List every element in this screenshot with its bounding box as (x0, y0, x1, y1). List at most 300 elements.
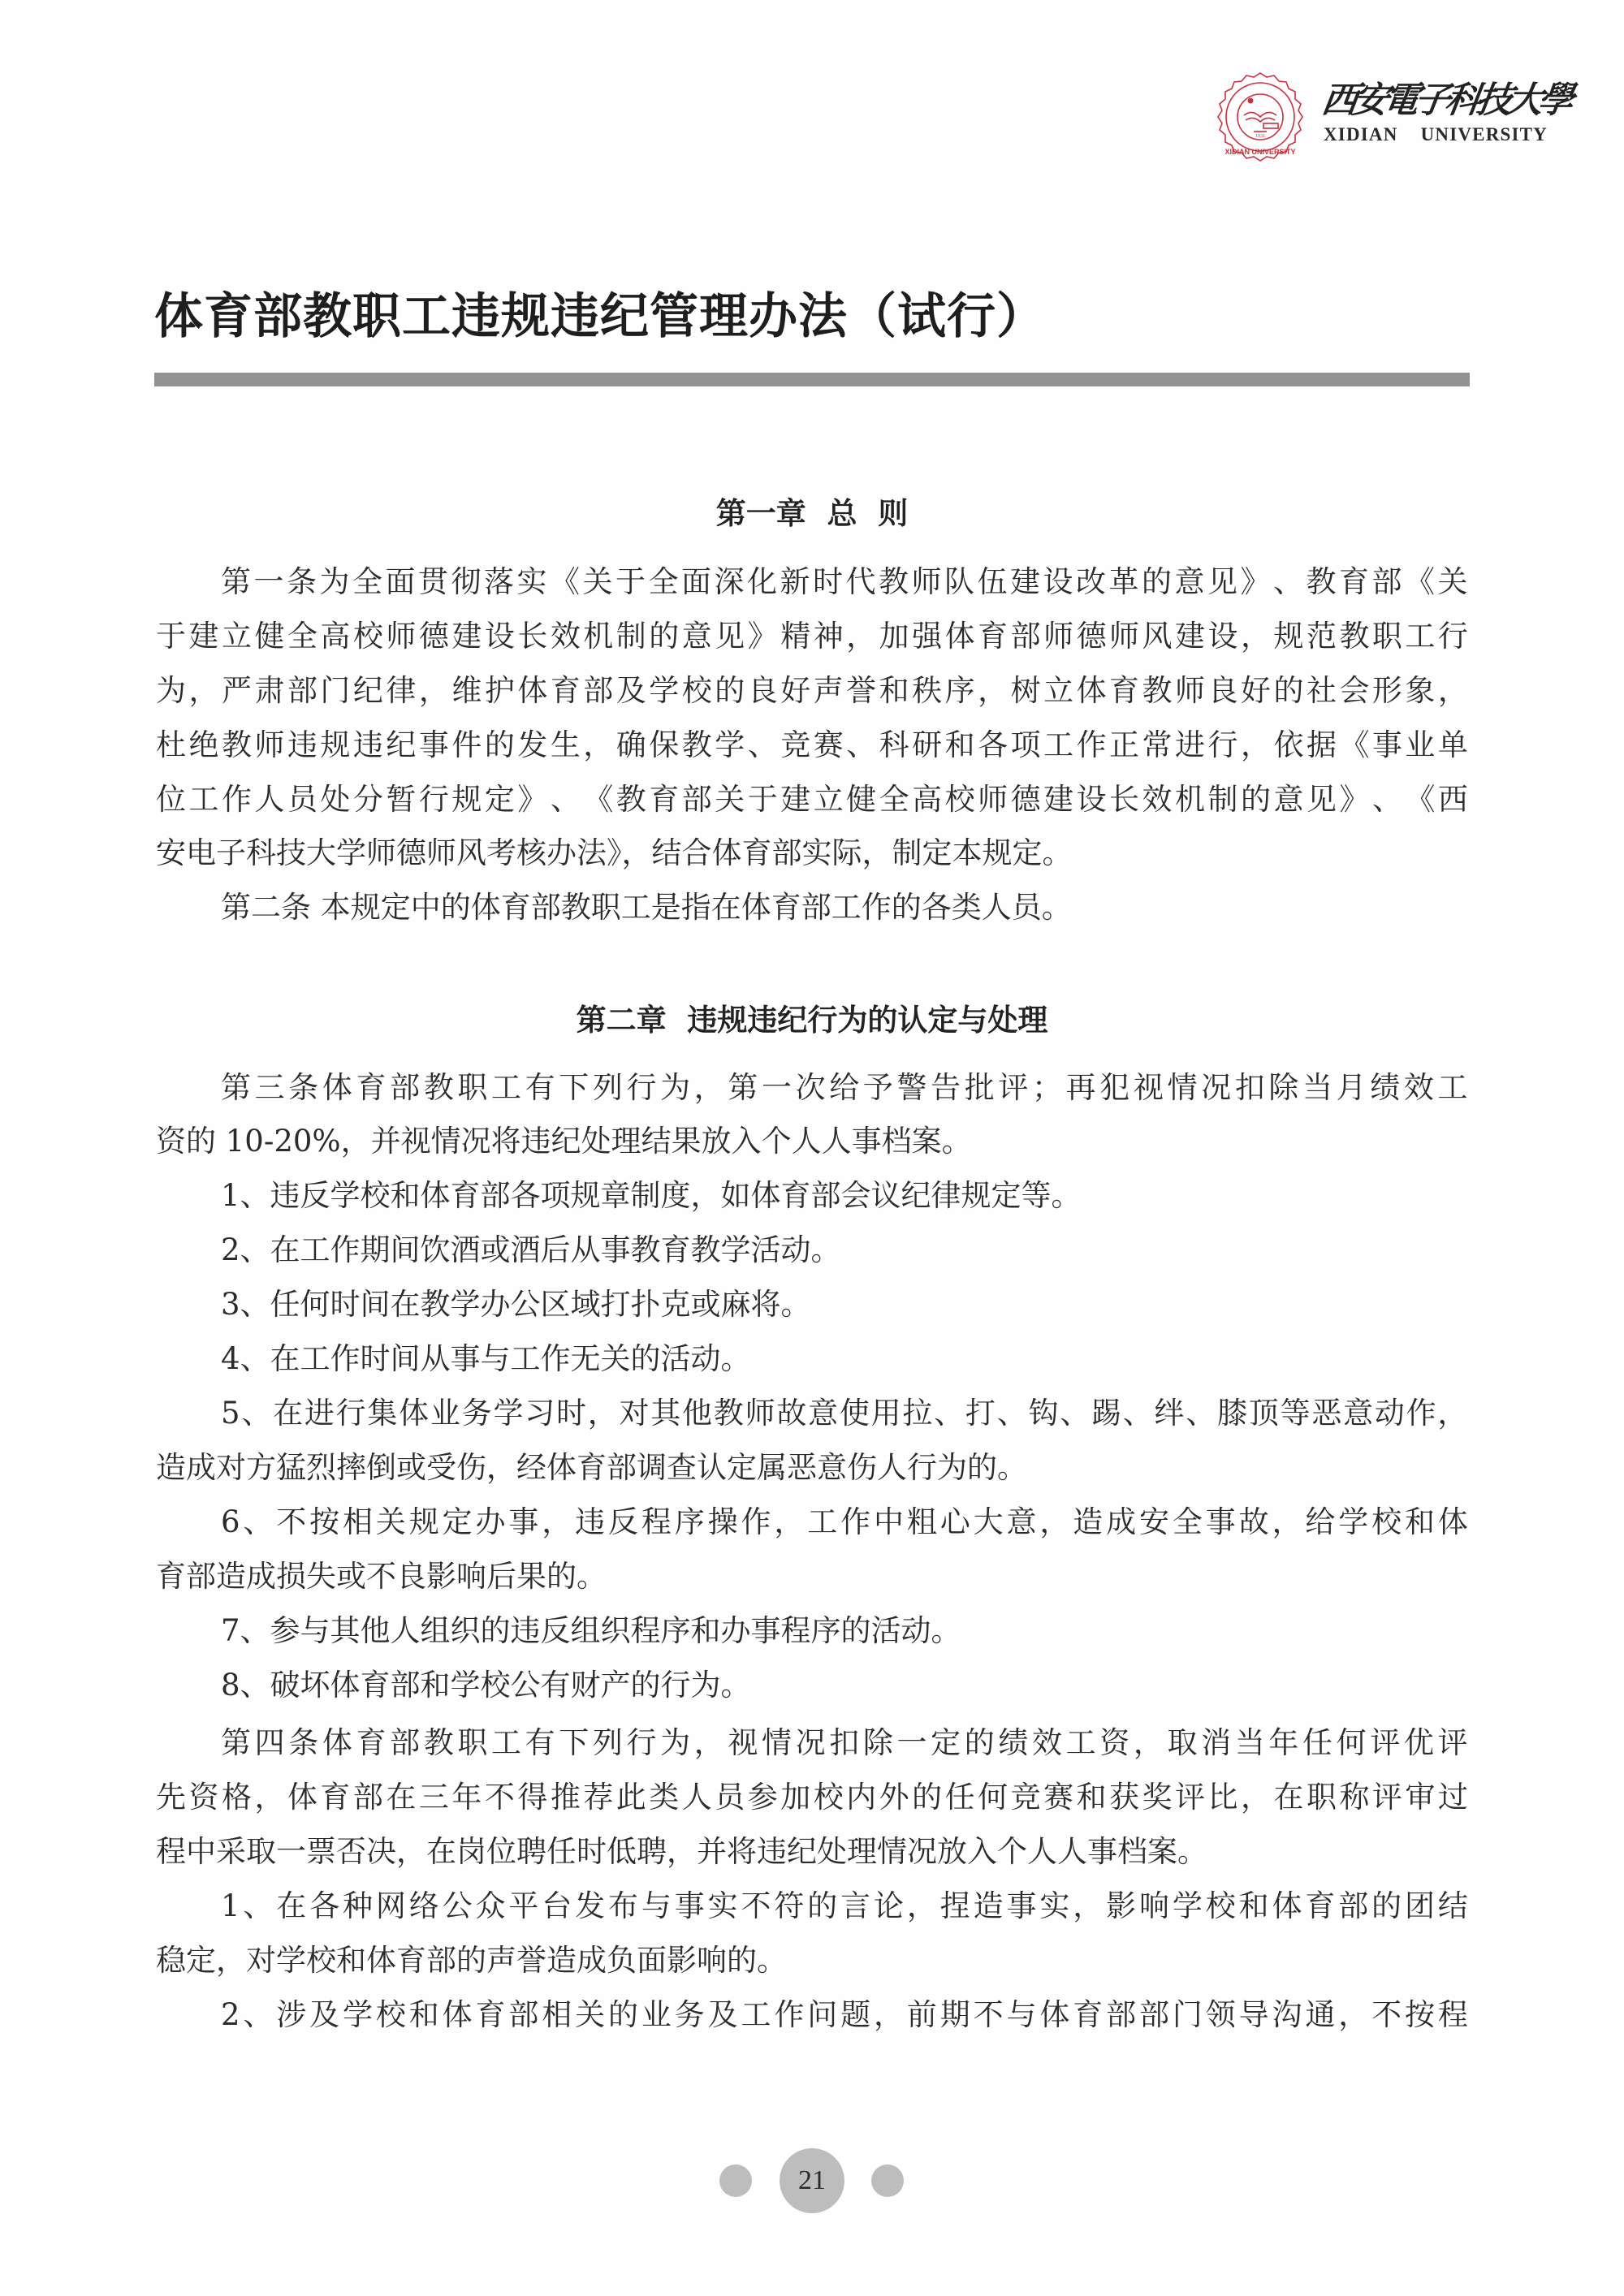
glyph: 行 (626, 1070, 657, 1105)
list-item: 1、违反学校和体育部各项规章制度，如体育部会议纪律规定等。 (221, 1178, 1082, 1213)
glyph: 作 (840, 1504, 871, 1539)
glyph: 情 (1167, 1070, 1198, 1105)
glyph: 在 (276, 1888, 307, 1923)
glyph: 部 (390, 1725, 421, 1760)
paragraph-line (156, 779, 1468, 820)
glyph: 序 (674, 1504, 705, 1539)
glyph: 代 (845, 564, 876, 599)
glyph: 评 (1371, 1780, 1402, 1815)
glyph: 言 (840, 1888, 871, 1923)
list-item: 7、参与其他人组织的违反组织程序和办事程序的活动。 (221, 1613, 961, 1648)
glyph: 制 (1207, 782, 1238, 817)
glyph: 顶 (1248, 1396, 1279, 1431)
glyph: ， (774, 1504, 805, 1539)
glyph: 机 (1175, 782, 1206, 817)
glyph: 人 (254, 782, 285, 817)
glyph: 西 (1437, 782, 1468, 817)
glyph: 审 (1405, 1780, 1436, 1815)
glyph: 处 (320, 782, 351, 817)
glyph: 操 (707, 1504, 738, 1539)
glyph: 评 (1437, 1725, 1468, 1760)
glyph: 响 (1139, 1888, 1170, 1923)
glyph: 和 (1076, 1780, 1107, 1815)
glyph: 业 (641, 1997, 672, 2032)
glyph: 师 (1043, 619, 1074, 654)
glyph: 类 (649, 1780, 680, 1815)
glyph: 动 (1374, 1396, 1405, 1431)
list-item (221, 1502, 1468, 1543)
glyph: ， (418, 673, 449, 708)
glyph: 问 (807, 1997, 838, 2032)
glyph: 高 (912, 782, 943, 817)
glyph: 第 (221, 564, 251, 599)
glyph: 长 (1109, 782, 1140, 817)
glyph: 时 (813, 564, 843, 599)
glyph: 导 (1238, 1997, 1269, 2032)
glyph: 不 (1371, 1997, 1402, 2032)
glyph: 各 (309, 1888, 340, 1923)
glyph: 的 (484, 727, 515, 762)
glyph: 作 (774, 1997, 805, 2032)
glyph: 员 (715, 1780, 745, 1815)
glyph: 形 (1371, 673, 1402, 708)
paragraph-line (156, 1777, 1468, 1818)
glyph: 况 (1201, 1070, 1232, 1105)
glyph: 定 (442, 1504, 473, 1539)
glyph: 育 (320, 1780, 351, 1815)
glyph: 新 (780, 564, 810, 599)
glyph: 何 (978, 1780, 1009, 1815)
glyph: 绩 (998, 1725, 1029, 1760)
glyph: 规 (451, 782, 482, 817)
glyph: 的 (1240, 782, 1271, 817)
glyph: 学 (649, 673, 680, 708)
glyph: 络 (408, 1888, 439, 1923)
glyph: 分 (352, 782, 383, 817)
paragraph-line: 程中采取一票否决，在岗位聘任时低聘，并将违纪处理情况放入个人人事档案。 (156, 1834, 1207, 1869)
list-item: 8、破坏体育部和学校公有财产的行为。 (221, 1668, 751, 1703)
glyph: 故 (776, 1396, 807, 1431)
glyph: 教 (1142, 673, 1173, 708)
glyph: 育 (356, 1725, 387, 1760)
glyph: 职 (1306, 1780, 1337, 1815)
glyph: 员 (287, 782, 317, 817)
glyph: 种 (343, 1888, 374, 1923)
seal-year-text: 1931 (1255, 134, 1265, 139)
glyph: 大 (973, 1504, 1004, 1539)
glyph: 评 (1175, 1780, 1206, 1815)
glyph: ， (693, 1070, 724, 1105)
glyph: 称 (1339, 1780, 1370, 1815)
glyph: 他 (682, 1396, 713, 1431)
glyph: 等 (1280, 1396, 1311, 1431)
glyph: 部 (352, 1780, 383, 1815)
glyph: 前 (906, 1997, 937, 2032)
university-name-english: XIDIAN UNIVERSITY (1324, 124, 1548, 145)
glyph: 全 (879, 782, 909, 817)
document-title: 体育部教职工违规违纪管理办法（试行） (154, 288, 1046, 345)
glyph: 格 (221, 1780, 252, 1815)
glyph: 务 (674, 1997, 705, 2032)
glyph: 打 (965, 1396, 996, 1431)
paragraph-line (156, 616, 1468, 657)
glyph: 取 (1167, 1725, 1198, 1760)
glyph: 工 (491, 1725, 521, 1760)
glyph: ， (1240, 619, 1271, 654)
glyph: 律 (386, 673, 417, 708)
glyph: 加 (879, 619, 909, 654)
glyph: 效 (1142, 782, 1173, 817)
glyph: 常 (1142, 727, 1173, 762)
glyph: 教 (1306, 564, 1337, 599)
glyph: 扣 (829, 1725, 860, 1760)
glyph: 杜 (156, 727, 186, 762)
glyph: 学 (493, 1396, 524, 1431)
glyph: 犯 (1099, 1070, 1130, 1105)
glyph: 育 (1073, 1997, 1104, 2032)
glyph: 关 (582, 564, 613, 599)
glyph: 建 (1043, 782, 1074, 817)
list-item (221, 1393, 1468, 1434)
glyph: 、 (1371, 782, 1402, 817)
glyph: 教 (879, 564, 909, 599)
glyph: 当 (1302, 1070, 1332, 1105)
glyph: 教 (615, 782, 646, 817)
glyph: 师 (745, 1396, 775, 1431)
glyph: 的 (912, 1780, 943, 1815)
glyph: 膝 (1217, 1396, 1248, 1431)
glyph: 工 (741, 1997, 771, 2032)
glyph: 题 (840, 1997, 871, 2032)
glyph: 科 (879, 727, 909, 762)
glyph: 学 (343, 1997, 374, 2032)
glyph: 条 (288, 1070, 319, 1105)
glyph: 校 (1205, 1888, 1236, 1923)
glyph: 部 (287, 673, 317, 708)
glyph: 台 (542, 1888, 572, 1923)
paragraph-line: 造成对方猛烈摔倒或受伤，经体育部调查认定属恶意伤人行为的。 (156, 1450, 1027, 1485)
glyph: 给 (1305, 1504, 1336, 1539)
glyph: ， (1437, 673, 1468, 708)
glyph: ； (1032, 1070, 1062, 1105)
glyph: 与 (641, 1888, 672, 1923)
glyph: 部 (1371, 564, 1402, 599)
glyph: 先 (156, 1780, 186, 1815)
glyph: 实 (516, 564, 547, 599)
glyph: 师 (386, 619, 417, 654)
glyph: 造 (973, 1888, 1004, 1923)
glyph: 程 (1437, 1997, 1468, 2032)
glyph: 神 (813, 619, 844, 654)
glyph: 意 (1006, 1504, 1037, 1539)
glyph: 部 (1139, 1997, 1170, 2032)
glyph: 网 (375, 1888, 406, 1923)
glyph: 项 (1010, 727, 1041, 762)
glyph: 通 (1305, 1997, 1336, 2032)
glyph: 立 (1043, 673, 1074, 708)
glyph: 不 (973, 1997, 1004, 2032)
glyph: 建 (1175, 619, 1206, 654)
glyph: 意 (1174, 564, 1205, 599)
glyph: 研 (912, 727, 943, 762)
glyph: 德 (1076, 619, 1107, 654)
glyph: 的 (1371, 1888, 1402, 1923)
glyph: 师 (1109, 619, 1140, 654)
glyph: ， (906, 1888, 937, 1923)
glyph: 业 (430, 1396, 460, 1431)
glyph: ， (1437, 1396, 1468, 1431)
glyph: 三 (418, 1780, 449, 1815)
glyph: 工 (491, 1070, 521, 1105)
glyph: 《 (1405, 782, 1436, 817)
glyph: 发 (517, 727, 548, 762)
paragraph-line (221, 562, 1468, 602)
glyph: 精 (780, 619, 811, 654)
glyph: 校 (813, 1780, 844, 1815)
glyph: 下 (559, 1725, 590, 1760)
glyph: 《 (583, 782, 614, 817)
glyph: 良 (747, 673, 778, 708)
glyph: 和 (408, 1997, 439, 2032)
glyph: 各 (978, 727, 1009, 762)
glyph: 体 (1039, 1997, 1070, 2032)
glyph: 部 (681, 782, 712, 817)
glyph: 会 (1339, 673, 1370, 708)
glyph: 部 (1106, 1997, 1137, 2032)
glyph: 风 (1142, 619, 1173, 654)
glyph: 事 (418, 727, 449, 762)
glyph: 意 (1273, 782, 1304, 817)
glyph: ， (1240, 727, 1271, 762)
glyph: 彻 (451, 564, 482, 599)
glyph: 于 (156, 619, 186, 654)
glyph: 育 (475, 1997, 506, 2032)
glyph: 按 (309, 1504, 340, 1539)
glyph: ， (1240, 1780, 1271, 1815)
glyph: 深 (714, 564, 745, 599)
glyph: 工 (188, 782, 219, 817)
glyph: 相 (343, 1504, 374, 1539)
glyph: 教 (423, 1725, 454, 1760)
glyph: 、 (243, 1504, 274, 1539)
glyph: 师 (978, 782, 1009, 817)
glyph: 于 (747, 782, 778, 817)
glyph: 5 (221, 1396, 240, 1431)
glyph: 视 (1133, 1070, 1164, 1105)
glyph: 师 (1175, 673, 1206, 708)
glyph: 革 (1108, 564, 1139, 599)
glyph: 工 (1043, 727, 1074, 762)
glyph: 此 (615, 1780, 646, 1815)
glyph: 体 (944, 619, 975, 654)
glyph: 第 (221, 1725, 251, 1760)
glyph: 获 (1109, 1780, 1140, 1815)
glyph: 反 (608, 1504, 639, 1539)
glyph: 行 (1207, 727, 1238, 762)
glyph: 办 (475, 1504, 506, 1539)
glyph: 见 (1306, 782, 1337, 817)
glyph: 和 (879, 673, 909, 708)
glyph: 全 (352, 564, 382, 599)
glyph: 件 (451, 727, 482, 762)
glyph: 依 (1273, 727, 1304, 762)
glyph: 部 (1010, 619, 1041, 654)
glyph: 为 (156, 673, 186, 708)
glyph: 长 (517, 619, 548, 654)
glyph: 定 (484, 782, 515, 817)
glyph: 为 (660, 1070, 691, 1105)
glyph: 部 (583, 673, 614, 708)
glyph: 意 (808, 1396, 839, 1431)
glyph: 进 (304, 1396, 335, 1431)
glyph: 的 (1273, 673, 1304, 708)
glyph: 在 (1273, 1780, 1304, 1815)
glyph: 职 (457, 1725, 488, 1760)
glyph: 程 (641, 1504, 672, 1539)
glyph: 意 (1343, 1396, 1374, 1431)
list-item (221, 1995, 1468, 2035)
glyph: 成 (1106, 1504, 1137, 1539)
glyph: 再 (1065, 1070, 1096, 1105)
glyph: 体 (1437, 1504, 1468, 1539)
glyph: 校 (1371, 1504, 1402, 1539)
glyph: 好 (780, 673, 811, 708)
glyph: 、 (846, 727, 877, 762)
glyph: 事 (1371, 727, 1402, 762)
glyph: 外 (879, 1780, 909, 1815)
glyph: 拉 (902, 1396, 933, 1431)
glyph: 内 (846, 1780, 877, 1815)
glyph: 德 (418, 619, 449, 654)
glyph: 、 (1186, 1396, 1216, 1431)
glyph: 树 (1010, 673, 1041, 708)
glyph: 职 (457, 1070, 488, 1105)
glyph: 、 (1060, 1396, 1091, 1431)
glyph: 良 (1207, 673, 1238, 708)
glyph: 安 (1139, 1504, 1170, 1539)
list-item: 4、在工作时间从事与工作无关的活动。 (221, 1341, 751, 1376)
glyph: 竞 (1010, 1780, 1041, 1815)
glyph: 扣 (1234, 1070, 1265, 1105)
glyph: 教 (1339, 619, 1370, 654)
glyph: 消 (1201, 1725, 1232, 1760)
glyph: 设 (1207, 619, 1238, 654)
glyph: 行 (335, 1396, 366, 1431)
glyph: 业 (1405, 727, 1436, 762)
glyph: 造 (1073, 1504, 1104, 1539)
glyph: 校 (944, 782, 975, 817)
glyph: 好 (1240, 673, 1271, 708)
glyph: 师 (911, 564, 942, 599)
glyph: 德 (1010, 782, 1041, 817)
glyph: 誉 (846, 673, 877, 708)
glyph: 强 (912, 619, 943, 654)
glyph: 工 (1437, 1070, 1468, 1105)
glyph: 众 (475, 1888, 506, 1923)
glyph: 关 (1437, 564, 1468, 599)
glyph: 建 (451, 619, 482, 654)
glyph: 评 (1370, 1725, 1401, 1760)
glyph: 平 (508, 1888, 539, 1923)
glyph: 和 (944, 727, 975, 762)
glyph: 团 (1405, 1888, 1436, 1923)
glyph: 体 (399, 1396, 430, 1431)
glyph: 赛 (813, 727, 844, 762)
glyph: 资 (188, 1780, 219, 1815)
glyph: 人 (681, 1780, 712, 1815)
title-divider-bar (154, 373, 1470, 386)
glyph: 绝 (188, 727, 219, 762)
glyph: 任 (1302, 1725, 1332, 1760)
glyph: 学 (1338, 1504, 1369, 1539)
svg-text:XIDIAN UNIVERSITY: XIDIAN UNIVERSITY (1224, 148, 1296, 156)
glyph: 行 (418, 782, 449, 817)
glyph: 除 (862, 1725, 893, 1760)
glyph: 立 (221, 619, 252, 654)
glyph: 、 (550, 782, 581, 817)
glyph: 、 (241, 1396, 272, 1431)
glyph: 据 (1306, 727, 1337, 762)
list-item: 2、在工作期间饮酒或酒后从事教育教学活动。 (221, 1232, 841, 1267)
glyph: 绩 (1370, 1070, 1401, 1105)
glyph: 效 (1403, 1070, 1434, 1105)
glyph: 正 (1109, 727, 1140, 762)
glyph: 得 (517, 1780, 548, 1815)
glyph: 给 (829, 1070, 860, 1105)
glyph: 序 (944, 673, 975, 708)
glyph: 校 (375, 1997, 406, 2032)
glyph: 与 (1006, 1997, 1037, 2032)
glyph: 第 (221, 1070, 251, 1105)
glyph: 机 (583, 619, 614, 654)
paragraph-line: 安电子科技大学师德师风考核办法》，结合体育部实际，制定本规定。 (156, 835, 1073, 870)
glyph: 师 (254, 727, 285, 762)
glyph: 纪 (352, 673, 383, 708)
glyph: 符 (774, 1888, 805, 1923)
glyph: 全 (1172, 1504, 1203, 1539)
chapter-heading: 第一章 总 则 (715, 496, 909, 531)
glyph: 相 (542, 1997, 572, 2032)
glyph: 荐 (583, 1780, 614, 1815)
glyph: 健 (846, 782, 877, 817)
glyph: 化 (747, 564, 777, 599)
glyph: 意 (681, 619, 712, 654)
glyph: 健 (254, 619, 285, 654)
glyph: 维 (451, 673, 482, 708)
glyph: 的 (807, 1888, 838, 1923)
glyph: 秩 (912, 673, 943, 708)
glyph: 部 (1338, 1888, 1369, 1923)
glyph: 、 (243, 1997, 274, 2032)
glyph: 效 (1032, 1725, 1062, 1760)
glyph: 的 (715, 673, 745, 708)
glyph: 对 (619, 1396, 650, 1431)
glyph: 门 (320, 673, 351, 708)
glyph: 加 (780, 1780, 811, 1815)
glyph: 及 (615, 673, 646, 708)
glyph: 护 (484, 673, 515, 708)
glyph: 任 (944, 1780, 975, 1815)
glyph: 下 (559, 1070, 590, 1105)
glyph: 体 (322, 1070, 352, 1105)
paragraph-line (156, 725, 1468, 766)
glyph: 全 (287, 619, 317, 654)
glyph: 校 (352, 619, 383, 654)
glyph: 纪 (386, 727, 417, 762)
glyph: 建 (1010, 564, 1040, 599)
glyph: ， (188, 673, 219, 708)
glyph: 比 (1207, 1780, 1238, 1815)
